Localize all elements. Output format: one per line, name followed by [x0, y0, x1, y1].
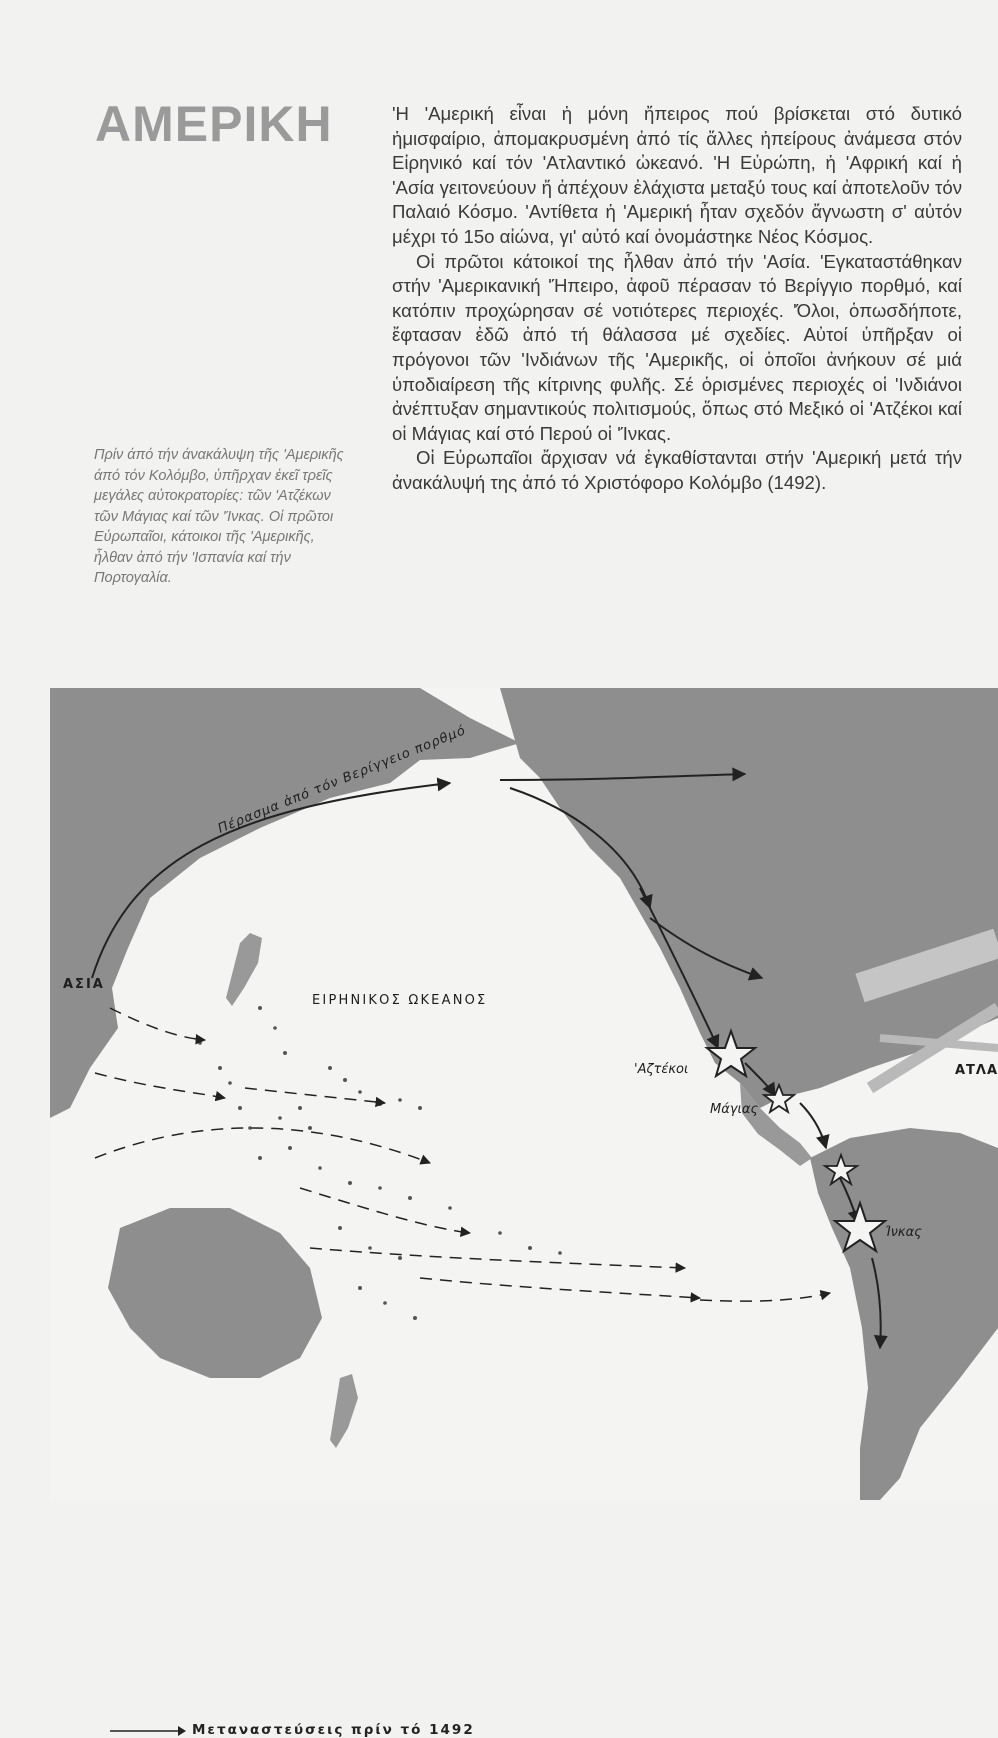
asia-label: ΑΣΙΑ [63, 977, 105, 992]
legend-text: Μεταναστεύσεις πρίν τό 1492 [192, 1722, 475, 1738]
route-label: Πέρασμα ἀπό τόν Βερίγγειο πορθμό [215, 723, 469, 837]
pacific-label: ΕΙΡΗΝΙΚΟΣ ΩΚΕΑΝΟΣ [312, 993, 488, 1008]
migration-map [0, 688, 998, 1500]
maya-label: Μάγιας [710, 1102, 759, 1117]
atlantic-label: ΑΤΛΑ [955, 1063, 998, 1078]
paragraph-3: Οἱ Εὐρωπαῖοι ἄρχισαν νά ἐγκαθίστανται στήν 'Αμερική μετά τήν ἀνακάλυψή της ἀπό τό Χριστόφορο Κολόμβο (1492). [392, 447, 962, 493]
inca-label: Ίνκας [885, 1225, 922, 1240]
aztecs-label: 'Αζτέκοι [634, 1062, 689, 1077]
paragraph-2: Οἱ πρῶτοι κάτοικοί της ἦλθαν ἀπό τήν 'Ασία. 'Εγκαταστάθηκαν στήν 'Αμερικανική 'Ήπειρο, ἀφοῦ πέρασαν τό Βερίγγιο πορθμό, καί κατόπιν προχώρησαν σέ νοτιότερες περιοχές. 'Όλοι, ὁπωσδήποτε, ἔφτασαν ἐδῶ ἀπό τή θάλασσα μέ σχεδίες. Αὐτοί ὑπῆρξαν οἱ πρόγονοι τῶν 'Ινδιάνων τῆς 'Αμερικῆς, οἱ ὁποῖοι ἀνήκουν σέ μιά ὑποδιαίρεση τῆς κίτρινης φυλῆς. Σέ ὁρισμένες περιοχές οἱ 'Ινδιάνοι ἀνέπτυξαν σημαντικούς πολιτισμούς, ὅπως στό Μεξικό οἱ 'Ατζέκοι καί οἱ Μάγιας καί στό Περού οἱ 'Ίνκας. [392, 250, 962, 444]
page-title: ΑΜΕΡΙΚΗ [95, 96, 333, 152]
paragraph-1: 'Η 'Αμερική εἶναι ἡ μόνη ἤπειρος πού βρίσκεται στό δυτικό ἡμισφαίριο, ἀπομακρυσμένη ἀπό τίς ἄλλες ἠπείρους ἀνάμεσα στόν Εἰρηνικό καί τόν 'Ατλαντικό ὠκεανό. 'Η Εὐρώπη, ἡ 'Αφρική καί ἡ 'Ασία γειτονεύουν ἤ ἀπέχουν ἐλάχιστα μεταξύ τους καί ἀποτελοῦν τόν Παλαιό Κόσμο. 'Αντίθετα ἡ 'Αμερική ἦταν σχεδόν ἄγνωστη σ' αὐτόν μέχρι τό 15ο αἰώνα, γι' αὐτό καί ὀνομάστηκε Νέος Κόσμος. [392, 103, 962, 247]
body-text [392, 102, 962, 496]
legend-arrow [108, 1724, 188, 1738]
side-caption: Πρίν άπό τήν άνακάλυψη τῆς 'Αμερικῆς άπό τόν Κολόμβο, ὑπῆρχαν ἐκεῖ τρεῖς μεγάλες αὐτοκρατορίες: τῶν 'Ατζέκων τῶν Μάγιας καί τῶν 'Ίνκας. Οἱ πρῶτοι Εὐρωπαῖοι, κάτοικοι τῆς 'Αμερικῆς, ἦλθαν ἀπό τήν 'Ισπανία καί τήν Πορτογαλία. [94, 447, 344, 586]
